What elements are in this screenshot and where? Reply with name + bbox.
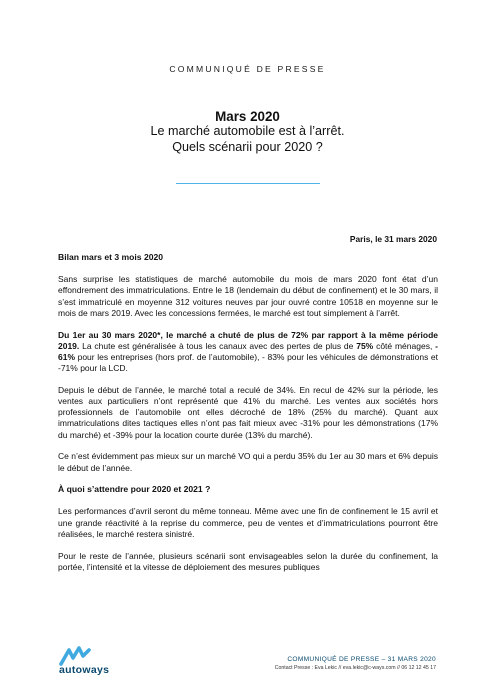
autoways-logo <box>59 646 109 676</box>
autoways-logo-icon <box>59 646 93 666</box>
subtitle-line-1: Le marché automobile est à l’arrêt. <box>150 124 345 138</box>
paragraph-2-text-2: côté ménages, <box>373 340 436 351</box>
paragraph-6: Pour le reste de l’année, plusieurs scénarii sont envisageables selon la durée du confinement, la portée, l’intensité et la vitesse de déploiement des mesures publiques <box>58 550 438 572</box>
subtitle-line-2: Quels scénarii pour 2020 ? <box>172 139 323 154</box>
paragraph-2-bold-entreprises: - 61% <box>58 340 438 362</box>
paragraph-5: Les performances d’avril seront du même tonneau. Même avec une fin de confinement le 15 avril et une grande réactivité à la reprise du commerce, peu de ventes et d’immatriculations pourront être réalisées, le marché restera sinistré. <box>58 506 438 539</box>
section-heading-outlook: À quoi s’attendre pour 2020 et 2021 ? <box>58 484 211 495</box>
paragraph-2-bold-menages: 75% <box>356 340 374 351</box>
section-heading-bilan: Bilan mars et 3 mois 2020 <box>58 252 164 262</box>
paragraph-2-text-3: pour les entreprises (hors prof. de l’automobile), - 83% pour les véhicules de démonstrations et -71% pour la LCD. <box>58 351 438 374</box>
document-kicker: COMMUNIQUÉ DE PRESSE <box>169 64 326 74</box>
paragraph-2 <box>58 330 438 375</box>
document-title: Mars 2020 <box>215 109 280 124</box>
footer-contact: Contact Presse : Eva Lekic // eva.lekic@c-ways.com // 06 12 12 45 17 <box>274 665 436 671</box>
document-subtitle <box>0 124 495 155</box>
autoways-logo-text: autoways <box>59 664 110 676</box>
paragraph-2-bold-lead: Du 1er au 30 mars 2020*, le marché a chuté de plus de 72% par rapport à la même période 2019. <box>58 329 438 351</box>
body-content <box>58 252 438 583</box>
footer-title: COMMUNIQUÉ DE PRESSE – 31 MARS 2020 <box>287 656 436 663</box>
paragraph-4: Ce n’est évidemment pas mieux sur un marché VO qui a perdu 35% du 1er au 30 mars et 6% depuis le début de l’année. <box>58 451 438 473</box>
paragraph-2-text-1: La chute est généralisée à tous les canaux avec des pertes de plus de <box>79 340 357 351</box>
title-divider <box>176 183 320 184</box>
footer-info <box>275 656 436 671</box>
paragraph-1: Sans surprise les statistiques de marché automobile du mois de mars 2020 font état d’un effondrement des immatriculations. Entre le 18 (lendemain du début de confinement) et le 30 mars, il s’est immatriculé en moyenne 312 voitures neuves par jour ouvré contre 10518 en moyenne sur le mois de mars 2019. Avec les concessions fermées, le marché est tout simplement à l’arrêt. <box>58 274 438 318</box>
dateline: Paris, le 31 mars 2020 <box>349 234 437 244</box>
paragraph-3: Depuis le début de l’année, le marché total a reculé de 34%. En recul de 42% sur la période, les ventes aux particuliers n’ont représenté que 41% du marché. Les ventes aux sociétés hors professionnels de l’automobile ont elles décroché de 18% (25% du marché). Quant aux immatriculations dites tactiques elles n’ont pas fait mieux avec -31% pour les démonstrations (17% du marché) et -39% pour la location courte durée (13% du marché). <box>58 384 438 440</box>
